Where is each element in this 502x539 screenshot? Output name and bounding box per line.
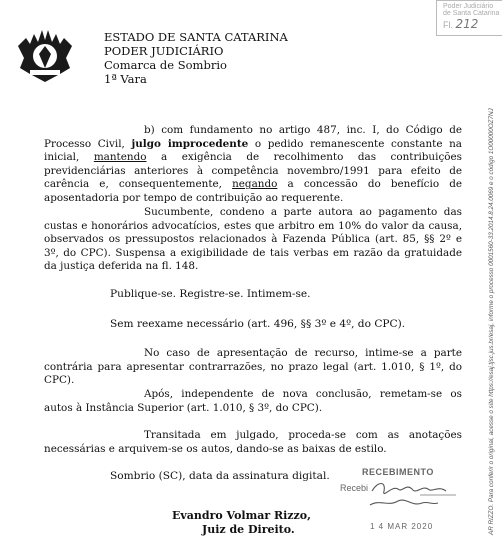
received-stamp-date: 1 4 MAR 2020 (370, 522, 434, 531)
header-district: Comarca de Sombrio (104, 58, 227, 72)
header-section: 1ª Vara (104, 72, 147, 86)
coat-of-arms-emblem (16, 24, 74, 84)
p1-text-a: b) com fundamento no artigo 487, inc. I, do Código de Processo Civil, (44, 124, 462, 150)
received-stamp-label: Recebi (340, 483, 369, 493)
page-stamp-line2: de Santa Catarina (443, 10, 500, 17)
p1-text-c: a exigência de recolhimento das contribuições previdenciárias anteriores à competência novembro/1991 para efeito de carência e, consequentemente, (44, 151, 462, 191)
p1-underline-mantendo: mantendo (93, 151, 147, 164)
p1-text-d: a concessão do benefício de aposentadoria por tempo de contribuição ao requerente. (44, 178, 462, 204)
page-stamp (436, 0, 502, 36)
paragraph-recurso: No caso de apresentação de recurso, intime-se a parte contrária para apresentar contrarrazões, no prazo legal (art. 1.010, § 1º, do CPC). (44, 347, 462, 387)
paragraph-transitada: Transitada em julgado, proceda-se com as anotações necessárias e arquivem-se os autos, dando-se as baixas de estilo. (44, 429, 462, 455)
received-stamp (340, 467, 470, 535)
page-stamp-line1: Poder Judiciário (443, 3, 494, 10)
paragraph-publique: Publique-se. Registre-se. Intimem-se. (110, 288, 311, 300)
header-state: ESTADO DE SANTA CATARINA (104, 30, 288, 44)
signature-title: Juiz de Direito. (202, 523, 295, 536)
page-stamp-number: 212 (455, 17, 479, 31)
paragraph-date-place: Sombrio (SC), data da assinatura digital. (110, 470, 330, 482)
paragraph-reexame: Sem reexame necessário (art. 496, §§ 3º e 4º, do CPC). (110, 318, 406, 330)
p1-underline-negando: negando (232, 178, 278, 191)
paragraph-apos: Após, independente de nova conclusão, remetam-se os autos à Instância Superior (art. 1.010, § 3º, do CPC). (44, 388, 462, 414)
received-stamp-heading: RECEBIMENTO (362, 467, 434, 477)
page-stamp-label: Fl. (443, 20, 453, 30)
paragraph-sucumbente: Sucumbente, condeno a parte autora ao pagamento das custas e honorários advocatícios, estes que arbitro em 10% do valor da causa, observados os pressupostos relacionados à Fazenda Pública (art. 85, §§ 2º e 3º, do CPC). Suspensa a exigibilidade de tais verbas em razão da gratuidade da justiça deferida na fl. 148. (44, 206, 462, 273)
p1-text-b: o pedido remanescente constante na inicial, (44, 137, 462, 164)
side-verification-text: AR RIZZO. Para conferir o original, acesse o site https://esaj.tjsc.jus.br/esaj, informe o processo 0001560-33.2014.8.24.0069 e o código 1O00000OZ7NJ (488, 108, 495, 535)
side-verification-note (476, 40, 498, 539)
signature-name: Evandro Volmar Rizzo, (172, 509, 311, 522)
handwritten-signature (368, 477, 458, 511)
header-court: PODER JUDICIÁRIO (104, 44, 224, 58)
p1-bold: julgo improcedente (131, 137, 249, 150)
paragraph-b (44, 124, 462, 206)
